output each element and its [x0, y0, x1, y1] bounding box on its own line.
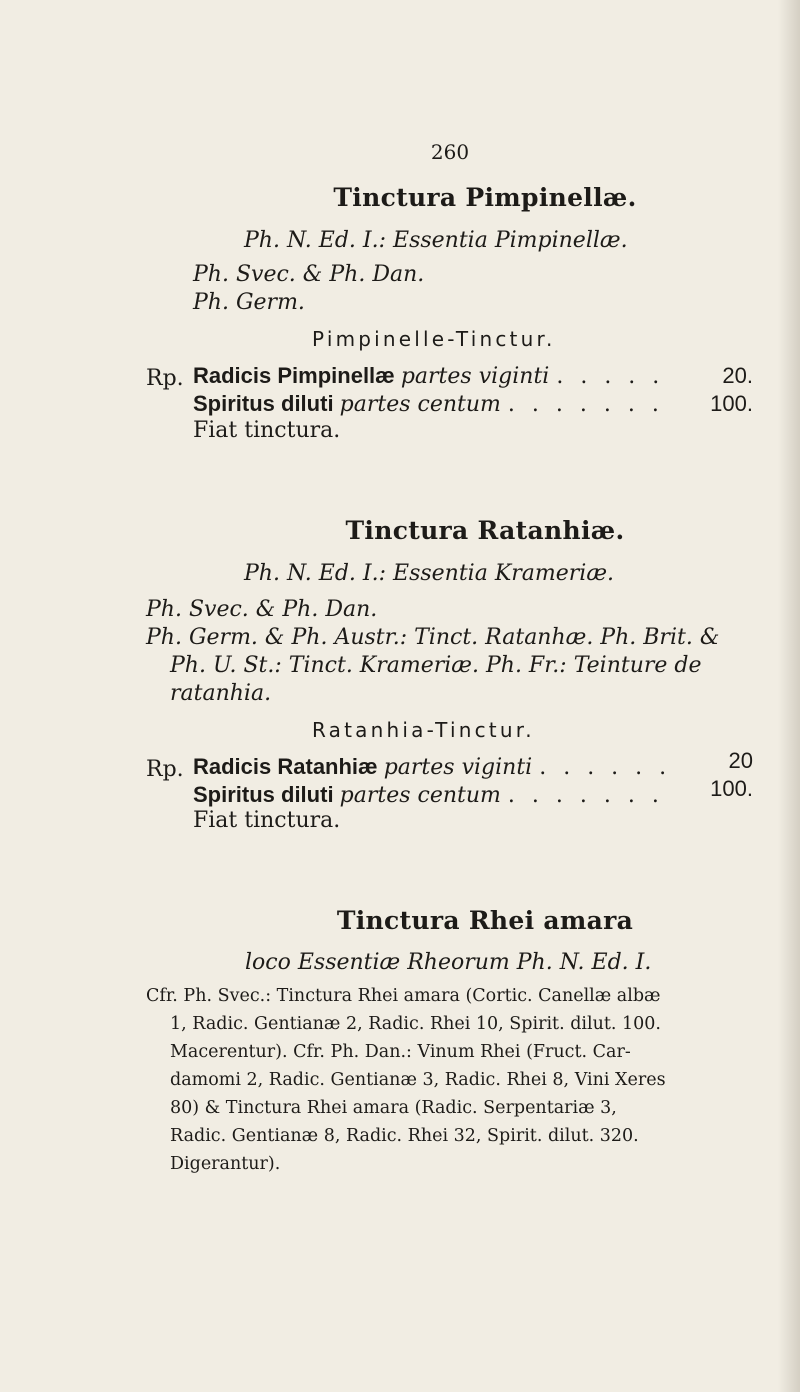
- synonym-line: Ph. Germ. & Ph. Austr.: Tinct. Ratanhæ. Ph. Brit. &: [146, 625, 720, 650]
- fiat-line: Fiat tinctura.: [193, 808, 341, 833]
- ingredient-quantity: 100.: [710, 776, 753, 801]
- synonym-line: ratanhia.: [170, 681, 272, 706]
- body-line: Macerentur). Cfr. Ph. Dan.: Vinum Rhei (Fruct. Car-: [170, 1042, 631, 1062]
- section-title-rhei-amara: Tinctura Rhei amara: [336, 906, 634, 935]
- rp-label: Rp.: [146, 757, 184, 782]
- synonym-line: Ph. U. St.: Tinct. Krameriæ. Ph. Fr.: Teinture de: [170, 653, 702, 678]
- section-title-ratanhiae: Tinctura Ratanhiæ.: [345, 516, 625, 545]
- subtitle-line: loco Essentiæ Rheorum Ph. N. Ed. I.: [245, 950, 652, 975]
- fiat-line: Fiat tinctura.: [193, 418, 341, 443]
- leader-dots: . . . . .: [556, 364, 665, 389]
- leader-dots: . . . . . .: [539, 755, 672, 780]
- body-line: damomi 2, Radic. Gentianæ 3, Radic. Rhei 8, Vini Xeres: [170, 1070, 666, 1090]
- leader-dots: . . . . . . .: [507, 392, 664, 417]
- synonym-line: Ph. Svec. & Ph. Dan.: [146, 597, 378, 622]
- synonym-line: Ph. N. Ed. I.: Essentia Krameriæ.: [244, 561, 614, 586]
- ingredient-name: Spiritus diluti: [193, 782, 340, 807]
- body-line: Digerantur).: [170, 1154, 281, 1174]
- page-number: 260: [430, 140, 470, 164]
- ingredient-quantity: 100.: [710, 391, 753, 416]
- recipe-row: [193, 776, 753, 808]
- rp-label: Rp.: [146, 366, 184, 391]
- recipe-row: [193, 363, 753, 389]
- ingredient-name: Radicis Ratanhiæ: [193, 754, 384, 779]
- body-line: 80) & Tinctura Rhei amara (Radic. Serpentariæ 3,: [170, 1098, 617, 1118]
- german-name: Pimpinelle-Tinctur.: [312, 327, 556, 351]
- recipe-row: [193, 391, 753, 417]
- section-title-pimpinellae: Tinctura Pimpinellæ.: [333, 183, 637, 212]
- synonym-line: Ph. N. Ed. I.: Essentia Pimpinellæ.: [244, 228, 628, 253]
- body-line: 1, Radic. Gentianæ 2, Radic. Rhei 10, Spirit. dilut. 100.: [170, 1014, 661, 1034]
- ingredient-quantity: 20: [728, 748, 753, 773]
- body-line: Radic. Gentianæ 8, Radic. Rhei 32, Spirit. dilut. 320.: [170, 1126, 639, 1146]
- body-line: Cfr. Ph. Svec.: Tinctura Rhei amara (Cortic. Canellæ albæ: [146, 986, 661, 1006]
- ingredient-quantity: 20.: [722, 363, 753, 388]
- ingredient-parts: partes viginti: [383, 755, 533, 780]
- synonym-line: Ph. Svec. & Ph. Dan.: [193, 262, 425, 287]
- ingredient-parts: partes viginti: [400, 364, 550, 389]
- ingredient-parts: partes centum: [339, 392, 501, 417]
- leader-dots: . . . . . . .: [507, 783, 664, 808]
- recipe-row: [193, 748, 753, 780]
- german-name: Ratanhia-Tinctur.: [312, 718, 535, 742]
- ingredient-name: Radicis Pimpinellæ: [193, 363, 401, 388]
- synonym-line: Ph. Germ.: [193, 290, 305, 315]
- ingredient-name: Spiritus diluti: [193, 391, 340, 416]
- ingredient-parts: partes centum: [339, 783, 501, 808]
